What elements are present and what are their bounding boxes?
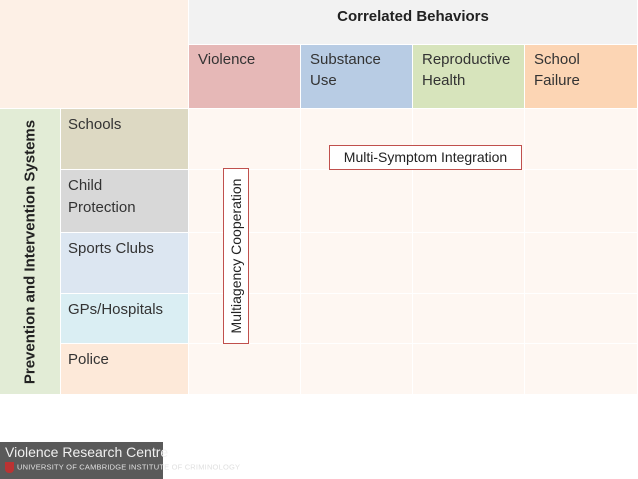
matrix-cell — [413, 294, 525, 344]
column-label: Violence — [198, 51, 256, 68]
column-header-school-failure — [525, 45, 638, 109]
corner-cell — [0, 0, 189, 109]
side-label: Prevention and Intervention Systems — [21, 119, 39, 384]
header-title: Correlated Behaviors — [337, 8, 489, 25]
multi-symptom-integration-box: Multi-Symptom Integration — [329, 145, 522, 170]
row-header-child-protection — [61, 170, 189, 233]
matrix-cell — [525, 109, 638, 170]
row-label: GPs/Hospitals — [68, 301, 164, 318]
logo-subtitle: UNIVERSITY OF CAMBRIDGE INSTITUTE OF CRIMINOLOGY — [17, 462, 241, 472]
row-label: Sports Clubs — [68, 240, 154, 257]
column-label: Reproductive Health — [422, 51, 511, 89]
matrix-cell — [525, 344, 638, 395]
column-header-violence — [189, 45, 301, 109]
header-title-cell — [189, 0, 638, 45]
row-header-sports-clubs — [61, 233, 189, 294]
matrix-cell — [525, 233, 638, 294]
side-label-cell — [0, 109, 61, 395]
matrix-cell — [413, 233, 525, 294]
row-label: Child Protection — [68, 177, 136, 216]
logo-subtitle-row — [5, 462, 240, 473]
vrc-logo — [0, 442, 241, 479]
column-header-substance-use — [301, 45, 413, 109]
row-label: Police — [68, 351, 109, 368]
row-header-schools — [61, 109, 189, 170]
matrix-cell — [301, 294, 413, 344]
matrix-cell — [301, 233, 413, 294]
matrix-cell — [413, 344, 525, 395]
row-label: Schools — [68, 116, 122, 133]
matrix-cell — [189, 344, 301, 395]
matrix-cell — [189, 109, 301, 170]
column-label: School Failure — [534, 51, 580, 89]
column-label: Substance Use — [310, 51, 381, 89]
cambridge-crest-icon — [5, 462, 14, 473]
row-header-gps-hospitals — [61, 294, 189, 344]
multiagency-cooperation-label: Multiagency Cooperation — [228, 178, 244, 334]
logo-title: Violence Research Centre — [5, 444, 169, 460]
matrix-cell — [301, 344, 413, 395]
row-header-police — [61, 344, 189, 395]
matrix-cell — [301, 170, 413, 233]
matrix-cell — [413, 170, 525, 233]
multiagency-cooperation-box — [223, 168, 249, 344]
matrix-cell — [525, 294, 638, 344]
matrix-cell — [525, 170, 638, 233]
column-header-reproductive-health — [413, 45, 525, 109]
